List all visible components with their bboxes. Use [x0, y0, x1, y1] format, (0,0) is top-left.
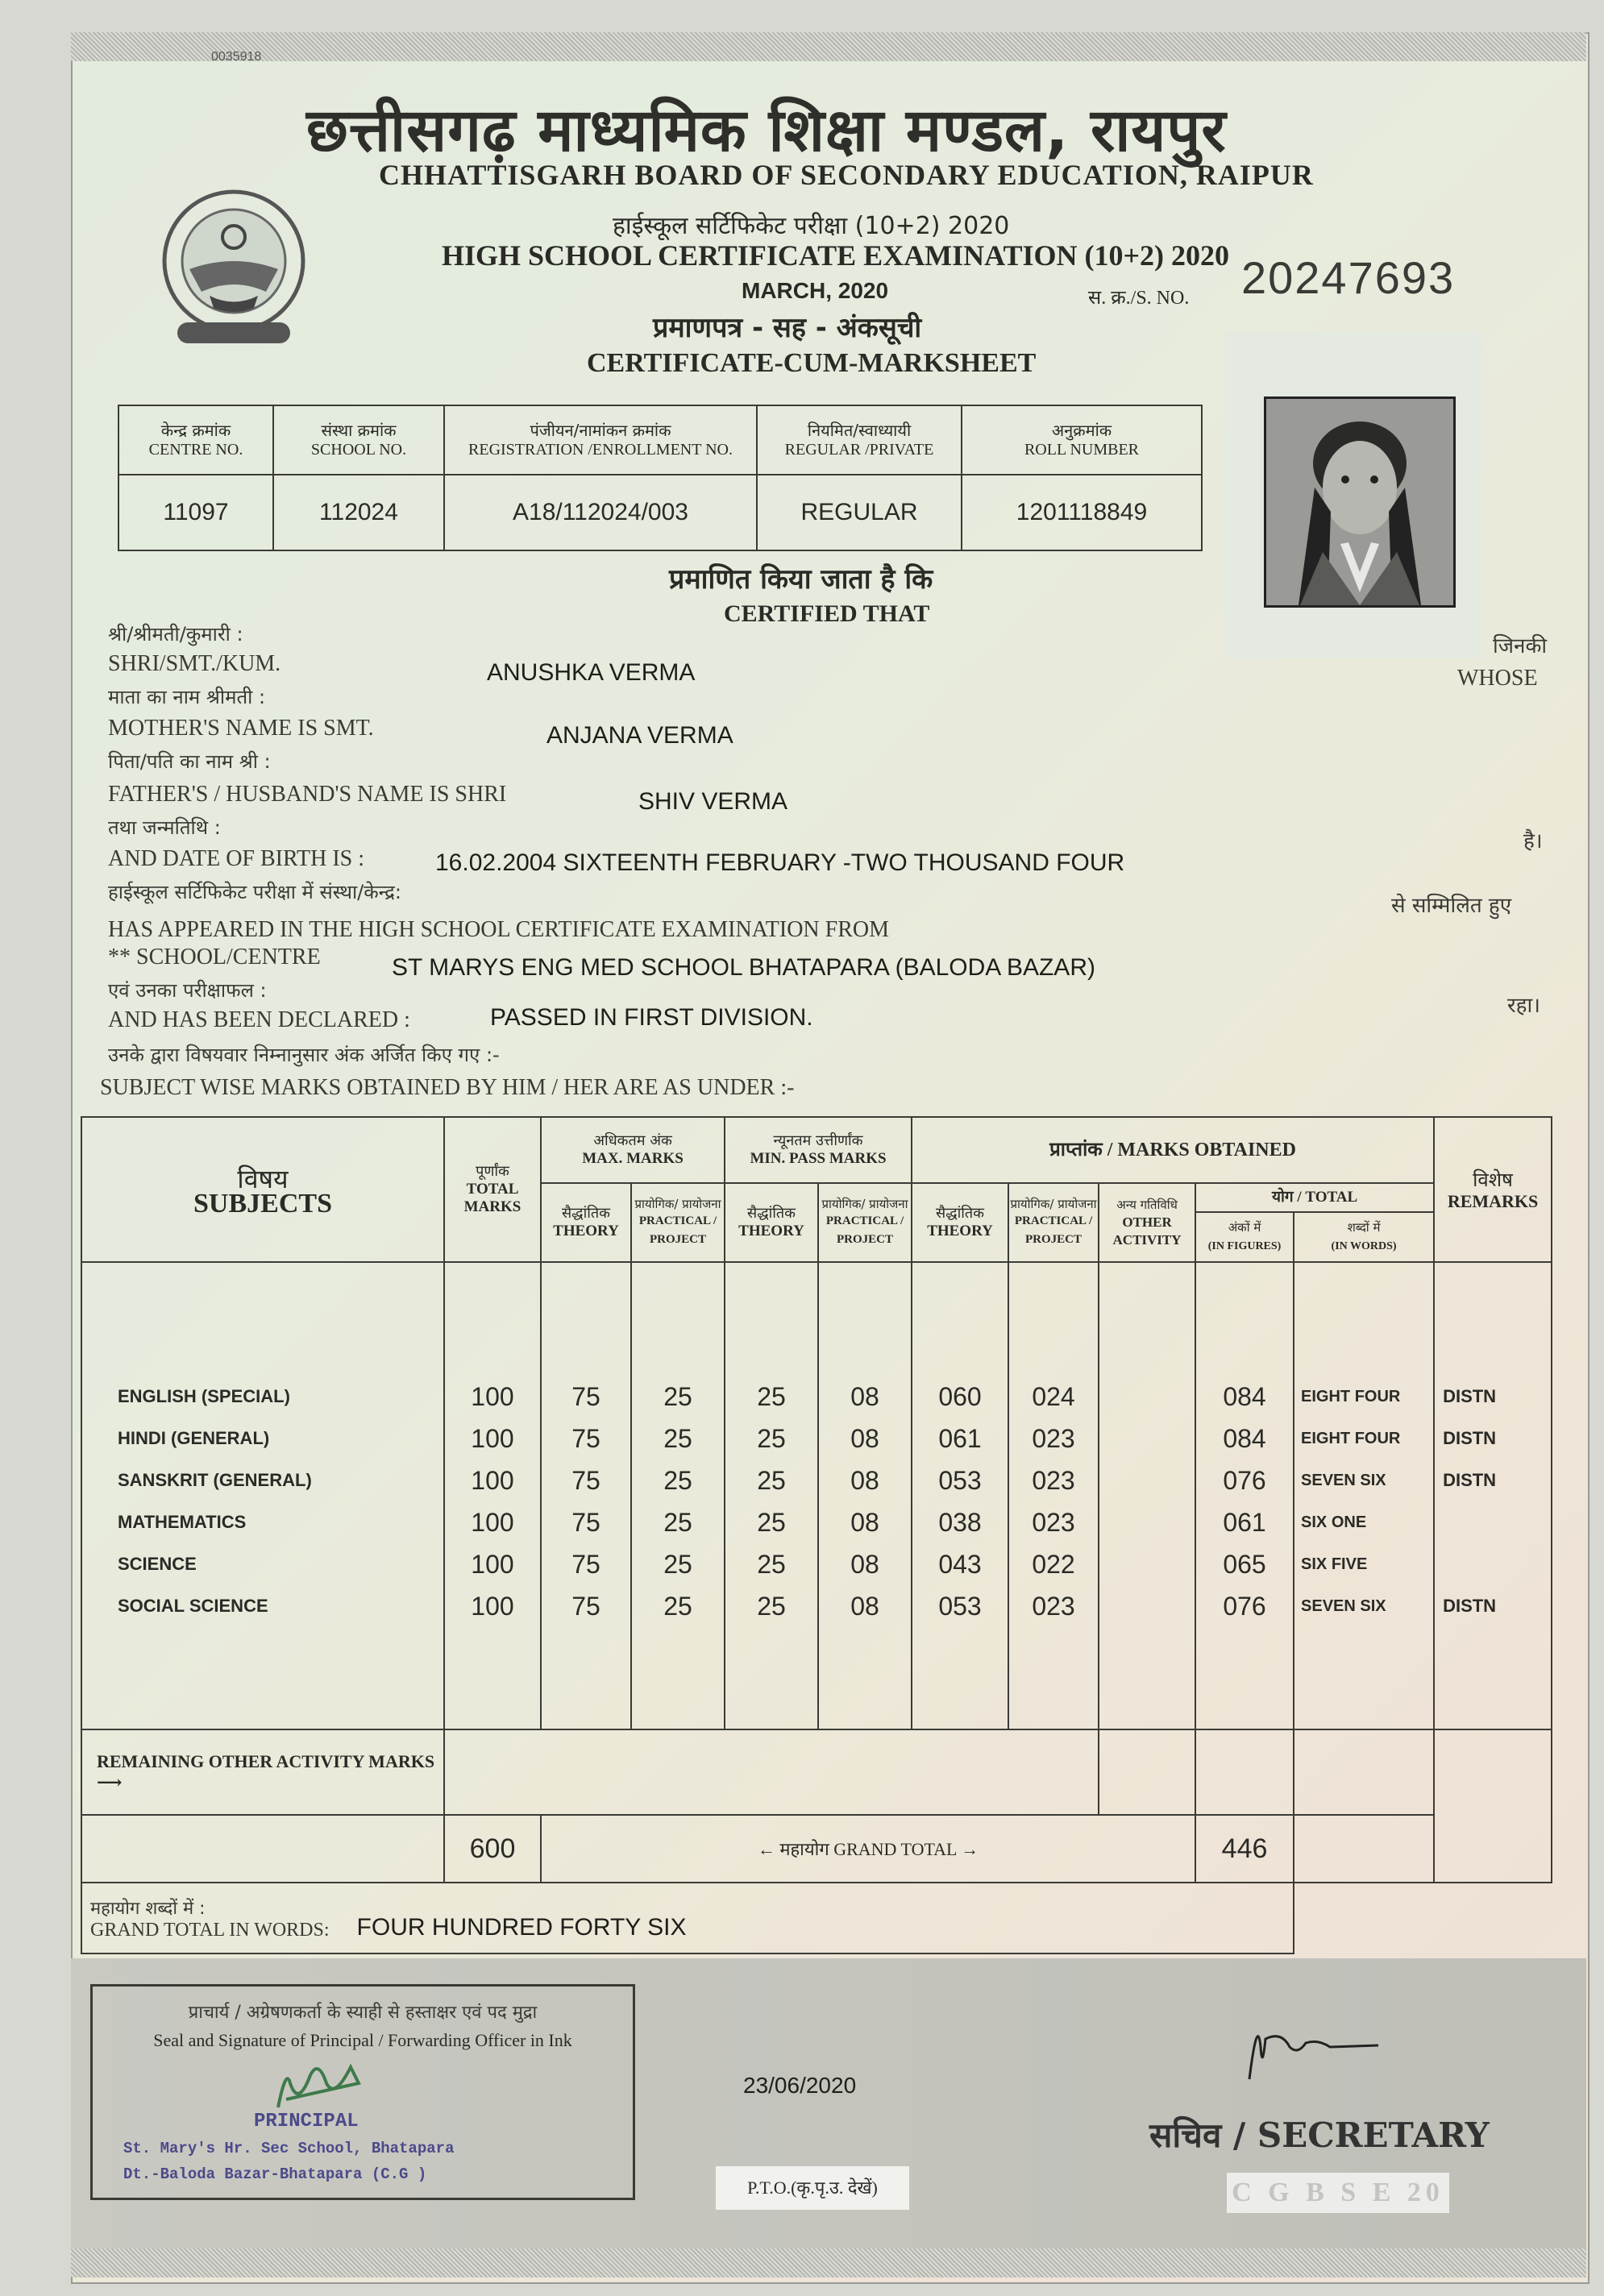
- row-0-obt-practical: 024: [1032, 1382, 1075, 1411]
- row-3-max-theory: 75: [571, 1508, 600, 1537]
- row-1-subject: HINDI (GENERAL): [118, 1428, 270, 1448]
- row-4-max-practical: 25: [663, 1550, 692, 1579]
- row-2-max-theory: 75: [571, 1466, 600, 1495]
- total-marks-header: पूर्णांक TOTAL MARKS: [444, 1117, 541, 1262]
- row-0-min-theory: 25: [757, 1382, 786, 1411]
- subjects-body-row: [81, 1262, 1552, 1729]
- row-0-remarks: DISTN: [1443, 1386, 1497, 1406]
- stamp-line-1: St. Mary's Hr. Sec School, Bhatapara: [123, 2140, 455, 2157]
- row-3-total: 100: [471, 1508, 514, 1537]
- row-3-min-practical: 08: [850, 1508, 879, 1537]
- remarks-header: विशेष REMARKS: [1434, 1117, 1552, 1262]
- row-4-words: SIX FIVE: [1301, 1555, 1368, 1573]
- row-4-figures: 065: [1223, 1550, 1266, 1579]
- remaining-activity-blank: [444, 1729, 1099, 1815]
- mother-label-hindi: माता का नाम श्रीमती :: [108, 686, 266, 708]
- identity-table: [118, 405, 1203, 551]
- result-label-hindi: एवं उनका परीक्षाफल :: [108, 979, 267, 1002]
- row-2-subject: SANSKRIT (GENERAL): [118, 1470, 312, 1490]
- row-4-total: 100: [471, 1550, 514, 1579]
- row-3-min-theory: 25: [757, 1508, 786, 1537]
- row-1-words: EIGHT FOUR: [1301, 1430, 1401, 1447]
- centre-no-header: केन्द्र क्रमांक CENTRE NO.: [118, 405, 273, 475]
- total-marks-column: [444, 1262, 541, 1729]
- appeared-label-hindi: हाईस्कूल सर्टिफिकेट परीक्षा में संस्था/केन्द्र:: [108, 881, 401, 903]
- max-marks-header: अधिकतम अंक MAX. MARKS: [541, 1117, 725, 1183]
- row-5-obt-practical: 023: [1032, 1592, 1075, 1621]
- row-3-other: [1099, 1501, 1195, 1543]
- total-figures-column: [1195, 1262, 1294, 1729]
- certified-heading-hindi: प्रमाणित किया जाता है कि: [669, 563, 933, 596]
- grand-total-words-row: [81, 1883, 1552, 1953]
- total-words-column: [1294, 1262, 1434, 1729]
- marks-intro-english: SUBJECT WISE MARKS OBTAINED BY HIM / HER ARE AS UNDER :-: [100, 1075, 795, 1100]
- whose-hindi: जिनकी: [1493, 634, 1548, 658]
- watermark-code: C G B S E 20: [1227, 2173, 1449, 2213]
- row-5-max-theory: 75: [571, 1592, 600, 1621]
- board-emblem-icon: [145, 187, 322, 348]
- board-title-english: CHHATTISGARH BOARD OF SECONDARY EDUCATION, RAIPUR: [379, 159, 1314, 191]
- secretary-title: सचिव / SECRETARY: [1149, 2115, 1490, 2155]
- row-1-max-theory: 75: [571, 1424, 600, 1453]
- row-0-max-practical: 25: [663, 1382, 692, 1411]
- max-practical-column: [631, 1262, 725, 1729]
- row-4-max-theory: 75: [571, 1550, 600, 1579]
- row-2-max-practical: 25: [663, 1466, 692, 1495]
- row-2-remarks: DISTN: [1443, 1470, 1497, 1490]
- remaining-activity-value: [1099, 1729, 1195, 1815]
- obtained-theory-header: सैद्धांतिक THEORY: [912, 1183, 1008, 1262]
- row-2-obt-practical: 023: [1032, 1466, 1075, 1495]
- row-4-remarks: [1435, 1543, 1551, 1585]
- father-label-english: FATHER'S / HUSBAND'S NAME IS SHRI: [108, 782, 507, 807]
- grand-total-words-blank: [1294, 1815, 1434, 1883]
- doc-type-hindi: प्रमाणपत्र - सह - अंकसूची: [653, 312, 922, 344]
- subjects-header: विषय SUBJECTS: [81, 1117, 444, 1262]
- row-4-subject: SCIENCE: [118, 1554, 197, 1574]
- exam-session: MARCH, 2020: [742, 278, 889, 303]
- grand-total-max: 600: [444, 1815, 541, 1883]
- appeared-label-english: HAS APPEARED IN THE HIGH SCHOOL CERTIFICATE EXAMINATION FROM: [108, 917, 890, 942]
- top-border-pattern: [71, 32, 1586, 61]
- serial-number-label: स. क्र./S. NO.: [1088, 288, 1190, 309]
- subject-list: [81, 1262, 444, 1729]
- centre-no-value: 11097: [118, 475, 273, 550]
- registration-no-value: A18/112024/003: [444, 475, 757, 550]
- father-label-hindi: पिता/पति का नाम श्री :: [108, 750, 271, 773]
- row-5-min-practical: 08: [850, 1592, 879, 1621]
- row-5-other: [1099, 1585, 1195, 1627]
- row-2-figures: 076: [1223, 1466, 1266, 1495]
- grand-total-subject-blank: [81, 1815, 444, 1883]
- remaining-activity-words: [1294, 1729, 1434, 1815]
- other-activity-column: [1099, 1262, 1195, 1729]
- result-label-english: AND HAS BEEN DECLARED :: [108, 1007, 410, 1032]
- obtained-practical-header: प्रायोगिक/ प्रायोजना PRACTICAL / PROJECT: [1008, 1183, 1099, 1262]
- row-0-total: 100: [471, 1382, 514, 1411]
- dob-label-hindi: तथा जन्मतिथि :: [108, 816, 221, 839]
- min-practical-header: प्रायोगिक/ प्रायोजना PRACTICAL / PROJECT: [818, 1183, 912, 1262]
- row-3-remarks: [1435, 1501, 1551, 1543]
- grand-total-words-label-english: GRAND TOTAL IN WORDS:: [90, 1919, 330, 1941]
- row-5-max-practical: 25: [663, 1592, 692, 1621]
- identity-header-row: [118, 405, 1202, 475]
- row-4-min-practical: 08: [850, 1550, 879, 1579]
- certified-heading-english: CERTIFIED THAT: [724, 600, 930, 627]
- row-0-words: EIGHT FOUR: [1301, 1388, 1401, 1405]
- row-2-total: 100: [471, 1466, 514, 1495]
- student-name: ANUSHKA VERMA: [487, 659, 696, 686]
- principal-box-hindi: प्राचार्य / अग्रेषणकर्ता के स्याही से हस्ताक्षर एवं पद मुद्रा: [188, 2003, 538, 2023]
- row-1-obt-practical: 023: [1032, 1424, 1075, 1453]
- row-2-min-practical: 08: [850, 1466, 879, 1495]
- row-1-max-practical: 25: [663, 1424, 692, 1453]
- min-theory-header: सैद्धांतिक THEORY: [725, 1183, 818, 1262]
- obtained-theory-column: [912, 1262, 1008, 1729]
- name-label-english: SHRI/SMT./KUM.: [108, 651, 281, 676]
- marks-intro-hindi: उनके द्वारा विषयवार निम्नानुसार अंक अर्जित किए गए :-: [108, 1044, 500, 1066]
- min-practical-column: [818, 1262, 912, 1729]
- remarks-column: [1434, 1262, 1552, 1729]
- row-0-max-theory: 75: [571, 1382, 600, 1411]
- whose-english: WHOSE: [1457, 666, 1538, 691]
- row-0-figures: 084: [1223, 1382, 1266, 1411]
- mother-label-english: MOTHER'S NAME IS SMT.: [108, 716, 374, 741]
- row-4-other: [1099, 1543, 1195, 1585]
- marks-table: [81, 1116, 1552, 1954]
- appeared-suffix-hindi: से सम्मिलित हुए: [1391, 894, 1512, 918]
- row-1-min-practical: 08: [850, 1424, 879, 1453]
- identity-value-row: [118, 475, 1202, 550]
- remaining-activity-label: REMAINING OTHER ACTIVITY MARKS ⟶: [81, 1729, 444, 1815]
- date-of-birth: 16.02.2004 SIXTEENTH FEBRUARY -TWO THOUSAND FOUR: [435, 849, 1125, 876]
- registration-no-header: पंजीयन/नामांकन क्रमांक REGISTRATION /ENROLLMENT NO.: [444, 405, 757, 475]
- school-no-value: 112024: [273, 475, 444, 550]
- obtained-practical-column: [1008, 1262, 1099, 1729]
- grand-total-row: [81, 1815, 1552, 1883]
- row-4-obt-practical: 022: [1032, 1550, 1075, 1579]
- student-photo: [1264, 397, 1456, 608]
- row-5-min-theory: 25: [757, 1592, 786, 1621]
- other-activity-header: अन्य गतिविधि OTHER ACTIVITY: [1099, 1183, 1195, 1262]
- principal-signature-box: [90, 1984, 635, 2200]
- grand-total-obtained: 446: [1195, 1815, 1294, 1883]
- row-5-obt-theory: 053: [938, 1592, 982, 1621]
- name-label-hindi: श्री/श्रीमती/कुमारी :: [108, 623, 243, 646]
- board-title-hindi: छत्तीसगढ़ माध्यमिक शिक्षा मण्डल, रायपुर: [306, 96, 1227, 165]
- doc-type-english: CERTIFICATE-CUM-MARKSHEET: [587, 348, 1037, 378]
- row-5-figures: 076: [1223, 1592, 1266, 1621]
- exam-title-english: HIGH SCHOOL CERTIFICATE EXAMINATION (10+2) 2020: [442, 239, 1230, 272]
- grand-total-words: FOUR HUNDRED FORTY SIX: [356, 1913, 687, 1941]
- row-0-min-practical: 08: [850, 1382, 879, 1411]
- row-5-subject: SOCIAL SCIENCE: [118, 1596, 268, 1616]
- row-2-words: SEVEN SIX: [1301, 1472, 1386, 1489]
- stamp-title: PRINCIPAL: [254, 2111, 359, 2132]
- min-pass-marks-header: न्यूनतम उत्तीर्णांक MIN. PASS MARKS: [725, 1117, 912, 1183]
- roll-number-value: 1201118849: [962, 475, 1202, 550]
- row-1-other: [1099, 1418, 1195, 1459]
- row-2-other: [1099, 1459, 1195, 1501]
- secretary-signature-icon: [1241, 2015, 1386, 2091]
- max-practical-header: प्रायोगिक/ प्रायोजना PRACTICAL / PROJECT: [631, 1183, 725, 1262]
- regular-private-header: नियमित/स्वाध्यायी REGULAR /PRIVATE: [757, 405, 962, 475]
- row-5-total: 100: [471, 1592, 514, 1621]
- row-3-obt-practical: 023: [1032, 1508, 1075, 1537]
- total-obtained-header: योग / TOTAL: [1195, 1183, 1434, 1212]
- row-0-other: [1099, 1376, 1195, 1418]
- row-4-min-theory: 25: [757, 1550, 786, 1579]
- remarks-blank: [1434, 1729, 1552, 1883]
- row-5-words: SEVEN SIX: [1301, 1597, 1386, 1615]
- row-1-figures: 084: [1223, 1424, 1266, 1453]
- max-theory-header: सैद्धांतिक THEORY: [541, 1183, 631, 1262]
- dob-suffix-hindi: है।: [1523, 829, 1543, 853]
- principal-box-english: Seal and Signature of Principal / Forwarding Officer in Ink: [153, 2030, 572, 2050]
- row-1-min-theory: 25: [757, 1424, 786, 1453]
- mother-name: ANJANA VERMA: [546, 722, 733, 749]
- in-figures-header: अंकों में (IN FIGURES): [1195, 1212, 1294, 1262]
- stamp-line-2: Dt.-Baloda Bazar-Bhatapara (C.G ): [123, 2165, 427, 2183]
- grand-total-label: ← महायोग GRAND TOTAL →: [541, 1815, 1195, 1883]
- roll-number-header: अनुक्रमांक ROLL NUMBER: [962, 405, 1202, 475]
- grand-total-words-label-hindi: महायोग शब्दों में :: [90, 1898, 206, 1919]
- exam-title-hindi: हाईस्कूल सर्टिफिकेट परीक्षा (10+2) 2020: [613, 212, 1010, 240]
- dob-label-english: AND DATE OF BIRTH IS :: [108, 846, 364, 871]
- row-4-obt-theory: 043: [938, 1550, 982, 1579]
- marks-obtained-header: प्राप्तांक / MARKS OBTAINED: [912, 1117, 1434, 1183]
- row-0-subject: ENGLISH (SPECIAL): [118, 1386, 290, 1406]
- row-1-total: 100: [471, 1424, 514, 1453]
- row-2-obt-theory: 053: [938, 1466, 982, 1495]
- in-words-header: शब्दों में (IN WORDS): [1294, 1212, 1434, 1262]
- serial-number: 20247693: [1241, 252, 1456, 303]
- row-0-obt-theory: 060: [938, 1382, 982, 1411]
- issue-date: 23/06/2020: [743, 2073, 857, 2098]
- row-2-min-theory: 25: [757, 1466, 786, 1495]
- row-3-words: SIX ONE: [1301, 1513, 1367, 1531]
- school-label-english: ** SCHOOL/CENTRE: [108, 945, 321, 969]
- row-5-remarks: DISTN: [1443, 1596, 1497, 1616]
- min-theory-column: [725, 1262, 818, 1729]
- bottom-border-pattern: [71, 2248, 1586, 2277]
- paper-serial-number: 0035918: [211, 50, 262, 64]
- marks-header-row-1: [81, 1117, 1552, 1183]
- row-1-obt-theory: 061: [938, 1424, 982, 1453]
- remaining-activity-figures: [1195, 1729, 1294, 1815]
- remaining-activity-row: [81, 1729, 1552, 1815]
- row-3-max-practical: 25: [663, 1508, 692, 1537]
- regular-private-value: REGULAR: [757, 475, 962, 550]
- grand-total-words-cell: [81, 1883, 1294, 1953]
- row-1-remarks: DISTN: [1443, 1428, 1497, 1448]
- row-3-subject: MATHEMATICS: [118, 1512, 247, 1532]
- father-name: SHIV VERMA: [638, 788, 788, 815]
- row-3-figures: 061: [1223, 1508, 1266, 1537]
- result-value: PASSED IN FIRST DIVISION.: [490, 1004, 813, 1031]
- school-name: ST MARYS ENG MED SCHOOL BHATAPARA (BALODA BAZAR): [392, 954, 1095, 981]
- result-suffix-hindi: रहा।: [1507, 994, 1541, 1018]
- row-3-obt-theory: 038: [938, 1508, 982, 1537]
- school-no-header: संस्था क्रमांक SCHOOL NO.: [273, 405, 444, 475]
- principal-signature-icon: [270, 2051, 375, 2120]
- max-theory-column: [541, 1262, 631, 1729]
- pto-label: P.T.O.(कृ.पृ.उ. देखें): [716, 2166, 909, 2210]
- grand-total-words-side: [1294, 1883, 1552, 1953]
